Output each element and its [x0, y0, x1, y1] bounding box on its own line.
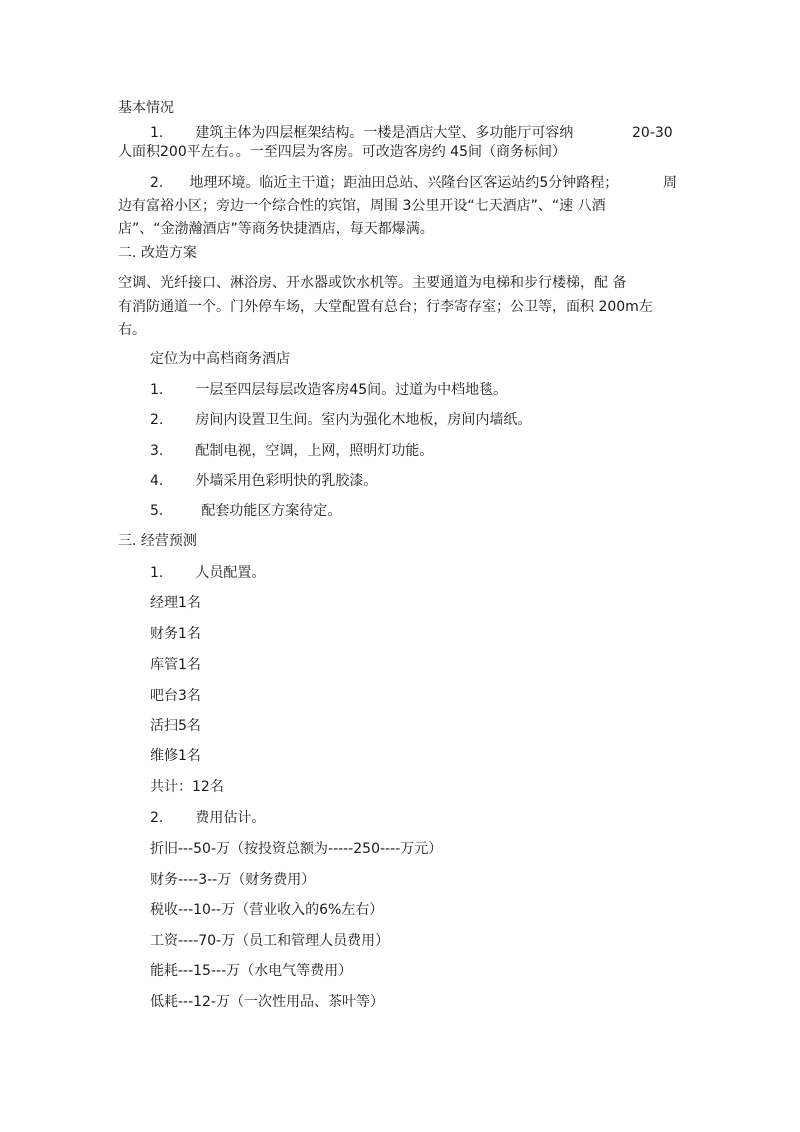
para2-text-line1: 地理环境。临近主干道；距油田总站、兴隆台区客运站约5分钟路程；	[189, 175, 619, 191]
heading-basic-info: 基本情况	[118, 100, 174, 116]
plan-item-number: 3.	[150, 443, 164, 459]
staff-total: 共计：12名	[150, 779, 224, 795]
staff-heading	[150, 564, 265, 582]
plan-item	[150, 381, 507, 399]
cost-item: 能耗---15---万（水电气等费用）	[150, 963, 353, 979]
staff-item: 吧台3名	[150, 688, 201, 704]
para1-line2: 人面积200平左右。。一至四层为客房。可改造客房约 45间（商务标间）	[118, 144, 566, 160]
cost-title: 费用估计。	[195, 810, 266, 826]
plan-item	[150, 502, 341, 520]
para2-line3: 店”、“金渤瀚酒店”等商务快捷酒店，每天都爆满。	[118, 221, 434, 237]
staff-item: 库管1名	[150, 657, 201, 673]
plan-item-text: 配套功能区方案待定。	[201, 503, 342, 519]
cost-item: 低耗---12-万（一次性用品、茶叶等）	[150, 994, 385, 1010]
staff-item: 维修1名	[150, 748, 201, 764]
cost-item: 财务----3--万（财务费用）	[150, 872, 316, 888]
para3-line2: 有消防通道一个。门外停车场，大堂配置有总台；行李寄存室；公卫等，面积 200m左	[118, 299, 653, 315]
para3-line1: 空调、光纤接口、淋浴房、开水器或饮水机等。主要通道为电梯和步行楼梯，配 备	[118, 275, 627, 291]
plan-item-text: 一层至四层每层改造客房45间。过道为中档地毯。	[195, 382, 508, 398]
cost-item: 折旧---50-万（按投资总额为-----250----万元）	[150, 841, 443, 857]
plan-item-number: 5.	[150, 503, 164, 519]
cost-heading	[150, 809, 265, 827]
cost-item: 税收---10--万（营业收入的6%左右）	[150, 902, 384, 918]
staff-number: 1.	[150, 565, 164, 581]
staff-item: 活扫5名	[150, 718, 201, 734]
plan-item-text: 配制电视，空调，上网，照明灯功能。	[195, 443, 434, 459]
para1-number: 1.	[150, 125, 164, 141]
plan-item	[150, 442, 433, 460]
plan-item-number: 2.	[150, 412, 164, 428]
heading-section-three: 三. 经营预测	[118, 533, 197, 549]
plan-item-number: 1.	[150, 382, 164, 398]
cost-number: 2.	[150, 810, 164, 826]
plan-item-text: 房间内设置卫生间。室内为强化木地板，房间内墙纸。	[195, 412, 532, 428]
plan-item	[150, 411, 531, 429]
para1-line1-right: 20-30	[632, 125, 673, 141]
para1-line1	[150, 124, 573, 142]
staff-title: 人员配置。	[195, 565, 266, 581]
plan-item-number: 4.	[150, 473, 164, 489]
plan-item	[150, 472, 377, 490]
plan-item-text: 外墙采用色彩明快的乳胶漆。	[195, 473, 378, 489]
para2-line1	[150, 174, 618, 192]
para2-line2: 边有富裕小区；旁边一个综合性的宾馆，周围 3公里开设“七天酒店”、“速 八酒	[118, 198, 606, 214]
staff-item: 经理1名	[150, 595, 201, 611]
para1-text-line1: 建筑主体为四层框架结构。一楼是酒店大堂、多功能厅可容纳	[195, 125, 574, 141]
cost-item: 工资----70-万（员工和管理人员费用）	[150, 933, 390, 949]
heading-section-two: 二. 改造方案	[118, 245, 197, 261]
para2-number: 2.	[150, 175, 164, 191]
para2-line1-right: 周	[663, 175, 677, 191]
staff-item: 财务1名	[150, 626, 201, 642]
para3-line3: 右。	[118, 322, 146, 338]
positioning-text: 定位为中高档商务酒店	[150, 351, 290, 367]
